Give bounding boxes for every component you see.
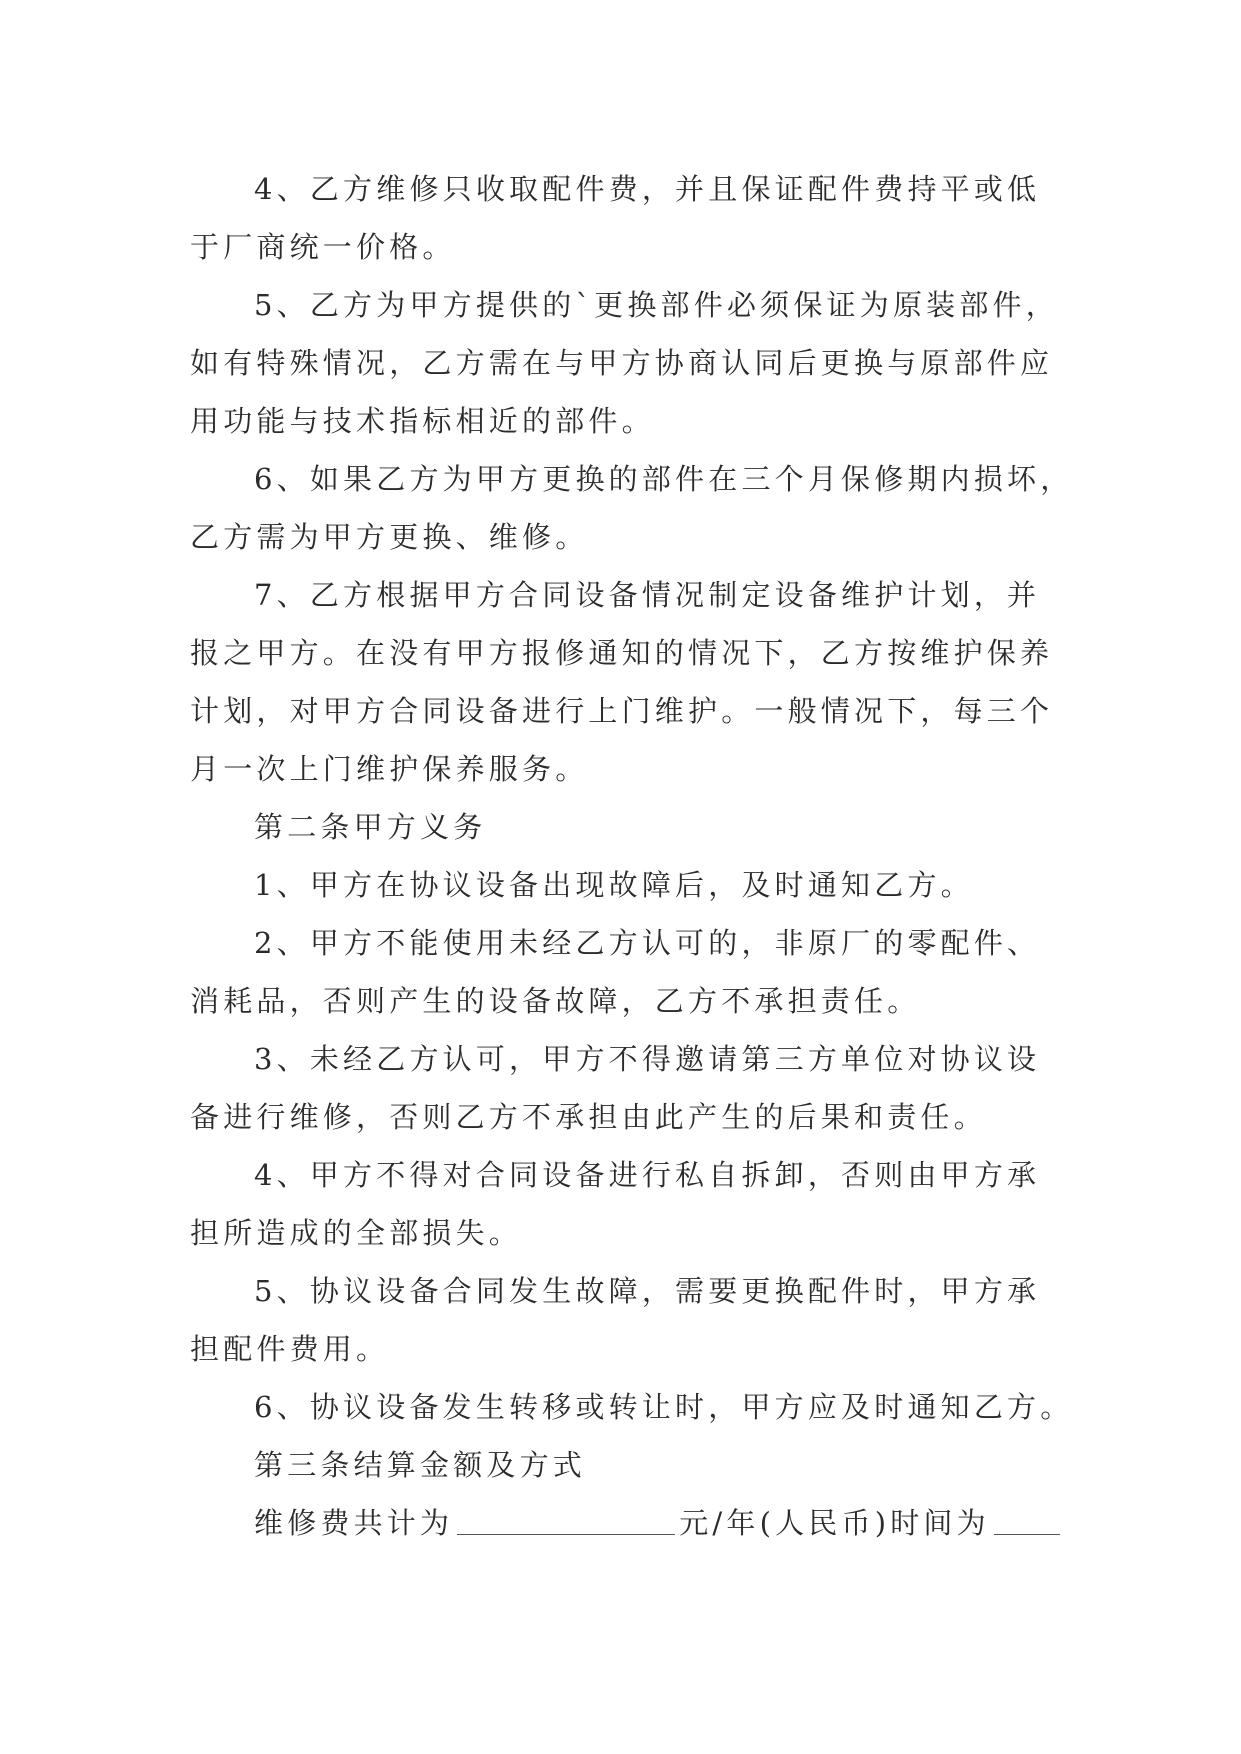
fee-amount-blank bbox=[457, 1500, 675, 1535]
text-line: 3、未经乙方认可，甲方不得邀请第三方单位对协议设 bbox=[254, 1042, 1041, 1076]
text-line: 4、甲方不得对合同设备进行私自拆卸，否则由甲方承 bbox=[254, 1158, 1041, 1192]
text-line: 4、乙方维修只收取配件费，并且保证配件费持平或低 bbox=[254, 172, 1041, 206]
text-line: 月一次上门维护保养服务。 bbox=[190, 752, 589, 786]
fee-line bbox=[190, 1494, 1060, 1552]
fee-unit-text: 元/年(人民币)时间为 bbox=[679, 1506, 990, 1540]
text-line: 消耗品，否则产生的设备故障，乙方不承担责任。 bbox=[190, 984, 921, 1018]
document-body bbox=[190, 160, 1074, 1494]
text-line: 乙方需为甲方更换、维修。 bbox=[190, 520, 589, 554]
text-line: 担配件费用。 bbox=[190, 1332, 390, 1366]
time-blank bbox=[994, 1500, 1060, 1535]
fee-prefix: 维修费共计为 bbox=[254, 1506, 454, 1540]
text-line: 于厂商统一价格。 bbox=[190, 230, 456, 264]
document-page bbox=[190, 160, 1074, 1552]
text-line: 备进行维修，否则乙方不承担由此产生的后果和责任。 bbox=[190, 1100, 987, 1134]
text-line: 报之甲方。在没有甲方报修通知的情况下，乙方按维护保养 bbox=[190, 636, 1054, 670]
text-line: 担所造成的全部损失。 bbox=[190, 1216, 523, 1250]
text-line: 用功能与技术指标相近的部件。 bbox=[190, 404, 655, 438]
text-line: 5、协议设备合同发生故障，需要更换配件时，甲方承 bbox=[254, 1274, 1041, 1308]
text-line: 1、甲方在协议设备出现故障后，及时通知乙方。 bbox=[254, 868, 974, 902]
text-line: 5、乙方为甲方提供的`更换部件必须保证为原装部件， bbox=[254, 288, 1059, 322]
text-line: 6、如果乙方为甲方更换的部件在三个月保修期内损坏， bbox=[254, 462, 1074, 496]
text-line: 7、乙方根据甲方合同设备情况制定设备维护计划，并 bbox=[254, 578, 1041, 612]
text-line: 第二条甲方义务 bbox=[254, 810, 487, 844]
text-line: 计划，对甲方合同设备进行上门维护。一般情况下，每三个 bbox=[190, 694, 1054, 728]
text-line: 6、协议设备发生转移或转让时，甲方应及时通知乙方。 bbox=[254, 1390, 1074, 1424]
text-line: 2、甲方不能使用未经乙方认可的，非原厂的零配件、 bbox=[254, 926, 1041, 960]
text-line: 如有特殊情况，乙方需在与甲方协商认同后更换与原部件应 bbox=[190, 346, 1054, 380]
text-line: 第三条结算金额及方式 bbox=[254, 1448, 587, 1482]
